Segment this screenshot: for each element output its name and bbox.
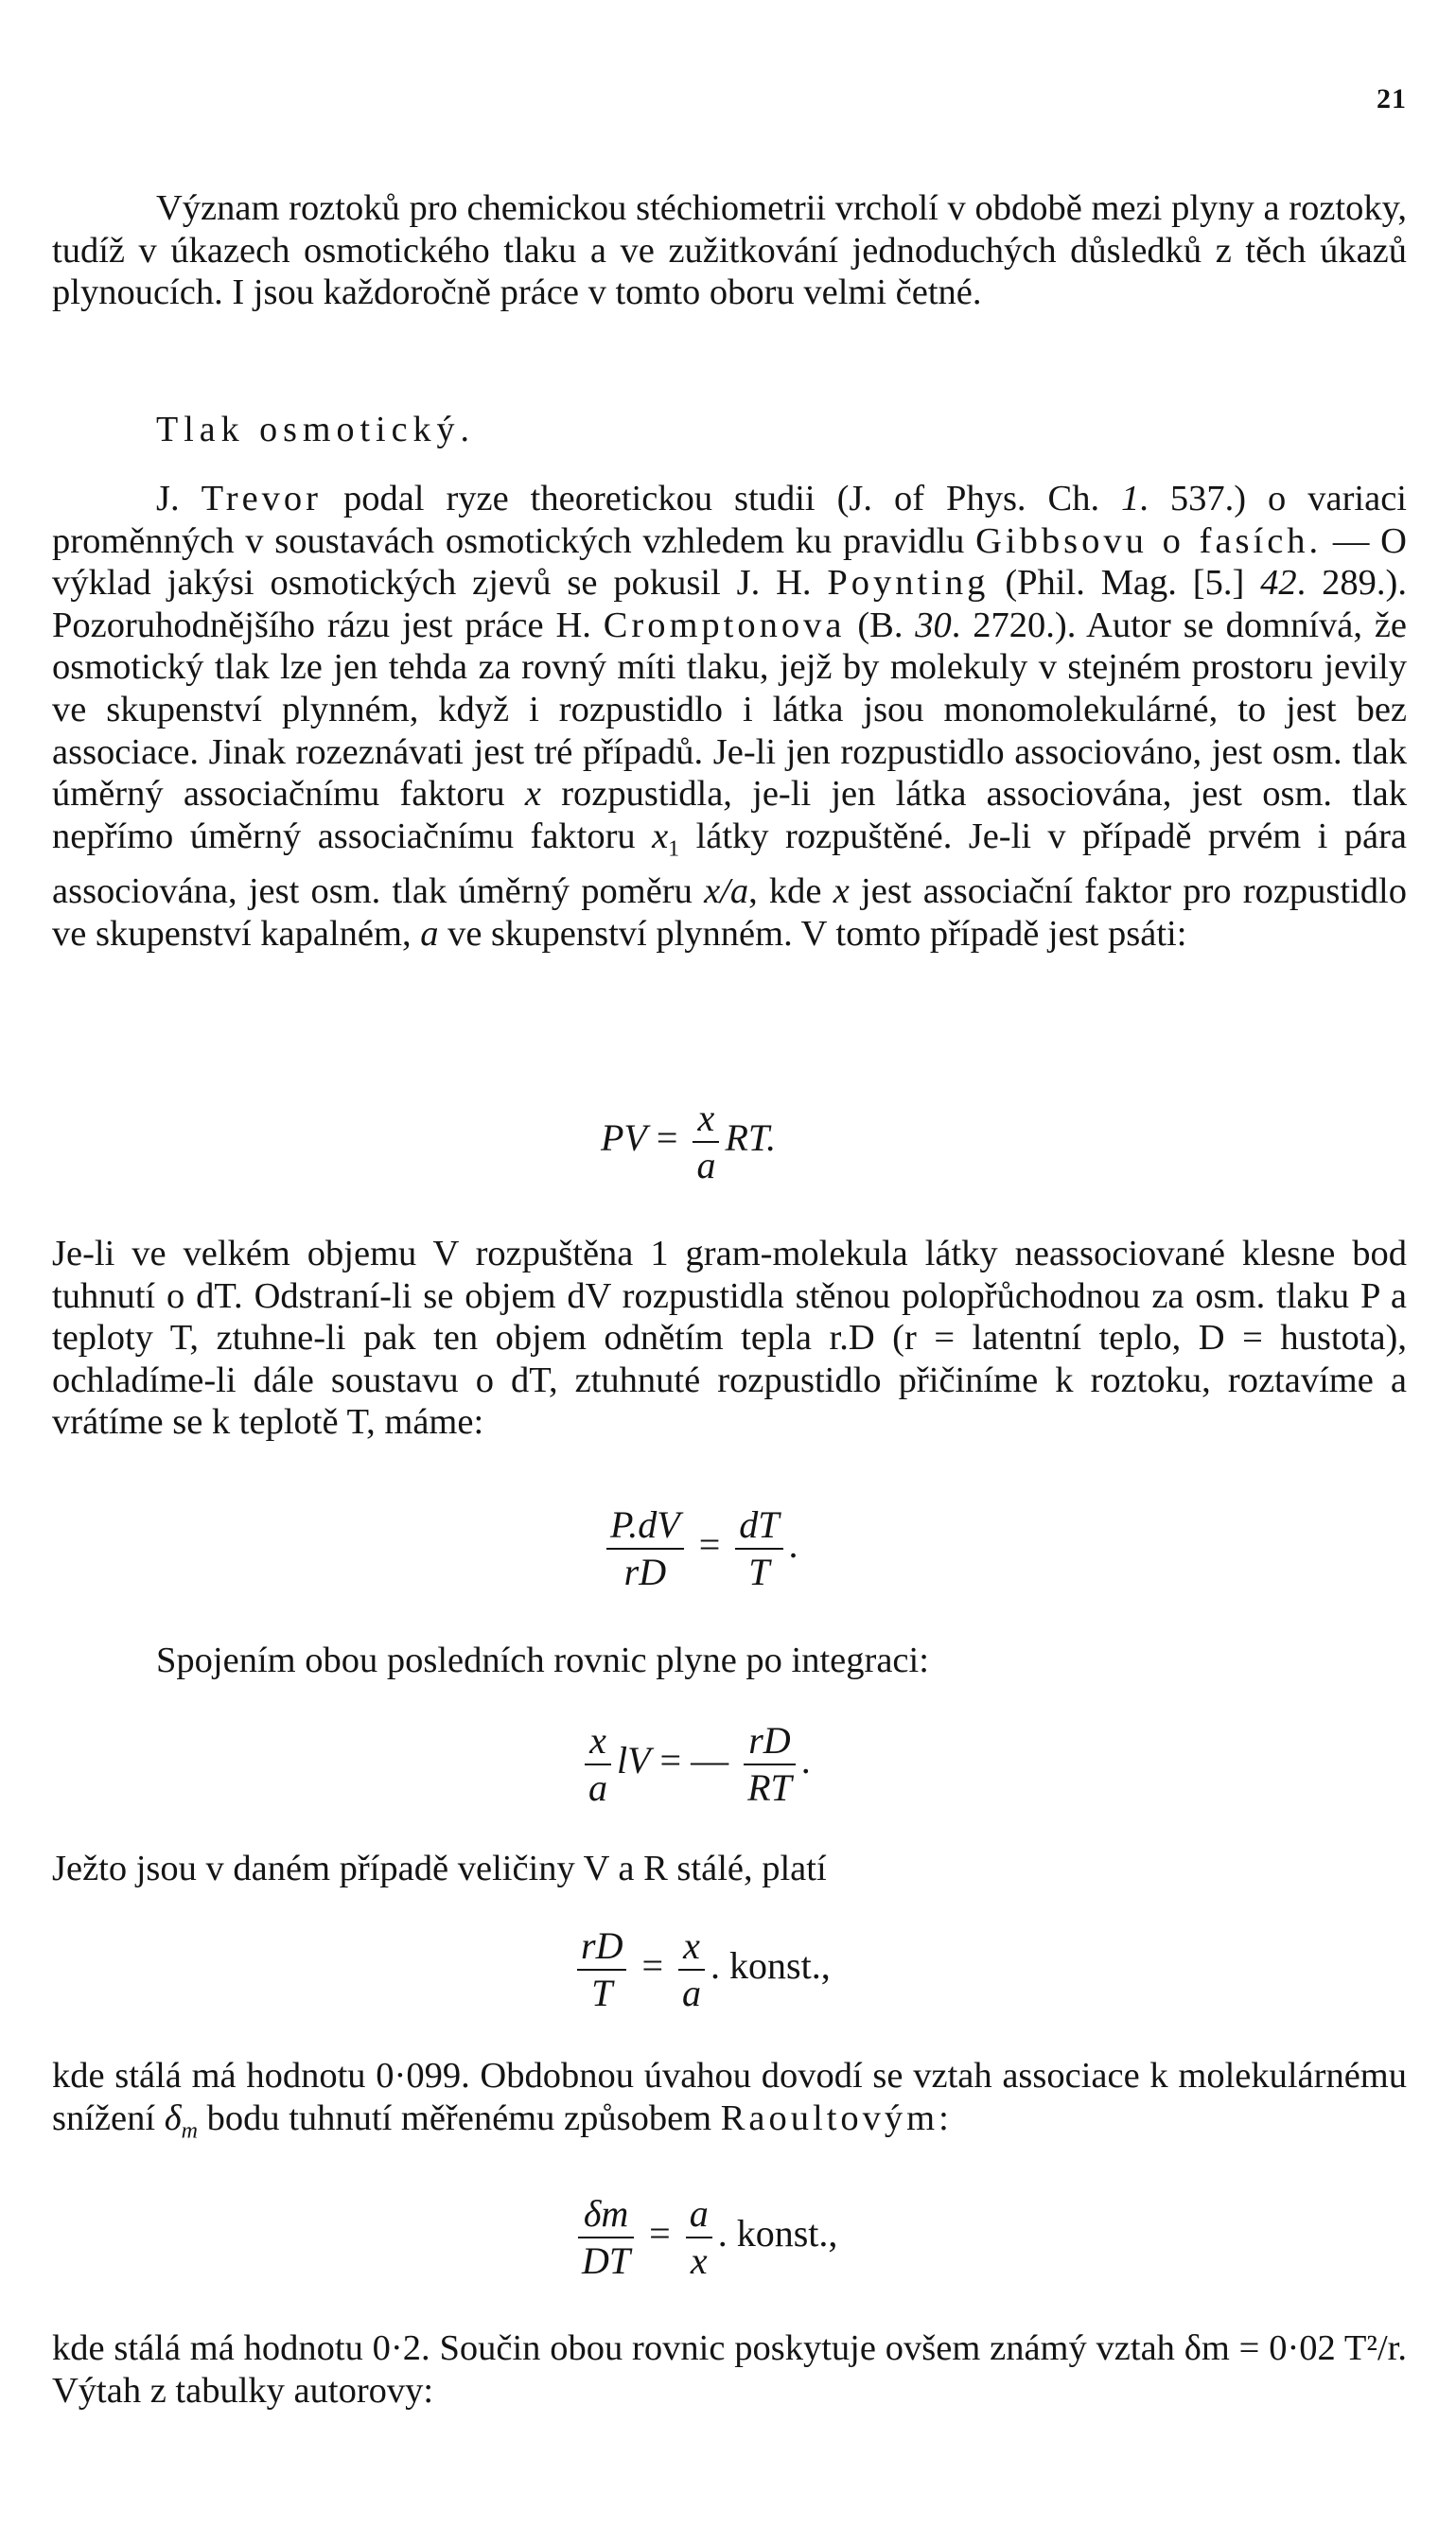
author-raoult: Raoultovým: [720, 2097, 939, 2138]
volume-ref: 30: [915, 605, 952, 645]
author-gibbs: Gibbsovu o fasích.: [975, 520, 1323, 561]
volume-ref: 42: [1260, 563, 1297, 604]
author-trevor: Trevor: [201, 479, 322, 518]
paragraph-3: Spojením obou posledních rovnic plyne po integraci:: [156, 1641, 929, 1680]
paragraph-4: Ježto jsou v daném případě veličiny V a R stálé, platí: [52, 1849, 827, 1888]
paragraph-2: Je-li ve velkém objemu V rozpuštěna 1 gram-molekula látky neassociované klesne bod tuhnutí o dT. Odstraní-li se objem dV rozpustidla stěnou polopřůchodnou za osm. tlaku P a teploty T, ztuhne-li pak ten objem odnětím tepla r.D (r = latentní teplo, D = hustota), ochladíme-li dále soustavu o dT, ztuhnuté rozpustidlo přičiníme k roztoku, roztavíme a vrátíme se k teplotě T, máme:: [52, 1234, 1407, 1443]
author-crompton: Cromptonova: [603, 605, 846, 645]
paragraph-6: kde stálá má hodnotu 0·2. Součin obou rovnic poskytuje ovšem známý vztah δm = 0·02 T²/r. Výtah z tabulky autorovy:: [52, 2328, 1407, 2411]
page-number: 21: [1377, 83, 1407, 114]
paragraph-5: kde stálá má hodnotu 0·099. Obdobnou úvahou dovodí se vztah associace k molekulárnému snížení $\delta_m$ bodu tuhnutí měřenému způsobem Raoultovým:: [52, 2056, 1407, 2144]
equation-4: $\frac{rD}{T}$ = $\frac{x}{a}$ . konst.,: [571, 1925, 831, 2014]
intro-paragraph: Význam roztoků pro chemickou stéchiometrii vrcholí v obdobě mezi plyny a roztoky, tudíž v úkazech osmotického tlaku a ve zužitkování jednoduchých důsledků z těch úkazů plynoucích. I jsou každoročně práce v tomto oboru velmi četné.: [52, 188, 1407, 313]
main-paragraph: J. Trevor podal ryze theoretickou studii (J. of Phys. Ch. 1. 537.) o variaci proměnných v soustavách osmotických vzhledem ku pravidlu Gibbsovu o fasích. — O výklad jakýsi osmotických zjevů se pokusil J. H. Poynting (Phil. Mag. [5.] 42. 289.). Pozoruhodnějšího rázu jest práce H. Cromptonova (B. 30. 2720.). Autor se domnívá, že osmotický tlak lze jen tehda za rovný míti tlaku, jejž by molekuly v stejném prostoru jevily ve skupenství plynném, když i rozpustidlo i látka jsou monomolekulárné, to jest bez associace. Jinak rozeznávati jest tré případů. Je-li jen rozpustidlo associováno, jest osm. tlak úměrný associačnímu faktoru x rozpustidla, je-li jen látka associována, jest osm. tlak nepřímo úměrný associačnímu faktoru $x_1$ látky rozpuštěné. Je-li v případě prvém i pára associována, jest osm. tlak úměrný poměru x/a, kde x jest associační faktor pro rozpustidlo ve skupenství kapalném, a ve skupenství plynném. V tomto případě jest psáti:: [52, 479, 1407, 954]
equation-1: PV = $\frac{x}{a}$ RT.: [601, 1097, 777, 1186]
volume-ref: 1: [1121, 479, 1140, 518]
author-poynting: Poynting: [827, 563, 990, 604]
equation-2: $\frac{P.dV}{rD}$ = $\frac{dT}{T}$ .: [601, 1504, 798, 1593]
equation-5: $\frac{\delta m}{DT}$ = $\frac{a}{x}$ . konst.,: [572, 2193, 837, 2282]
equation-3: $\frac{x}{a}$ lV = — $\frac{rD}{RT}$ .: [579, 1720, 811, 1809]
section-heading: Tlak osmotický.: [156, 410, 475, 449]
